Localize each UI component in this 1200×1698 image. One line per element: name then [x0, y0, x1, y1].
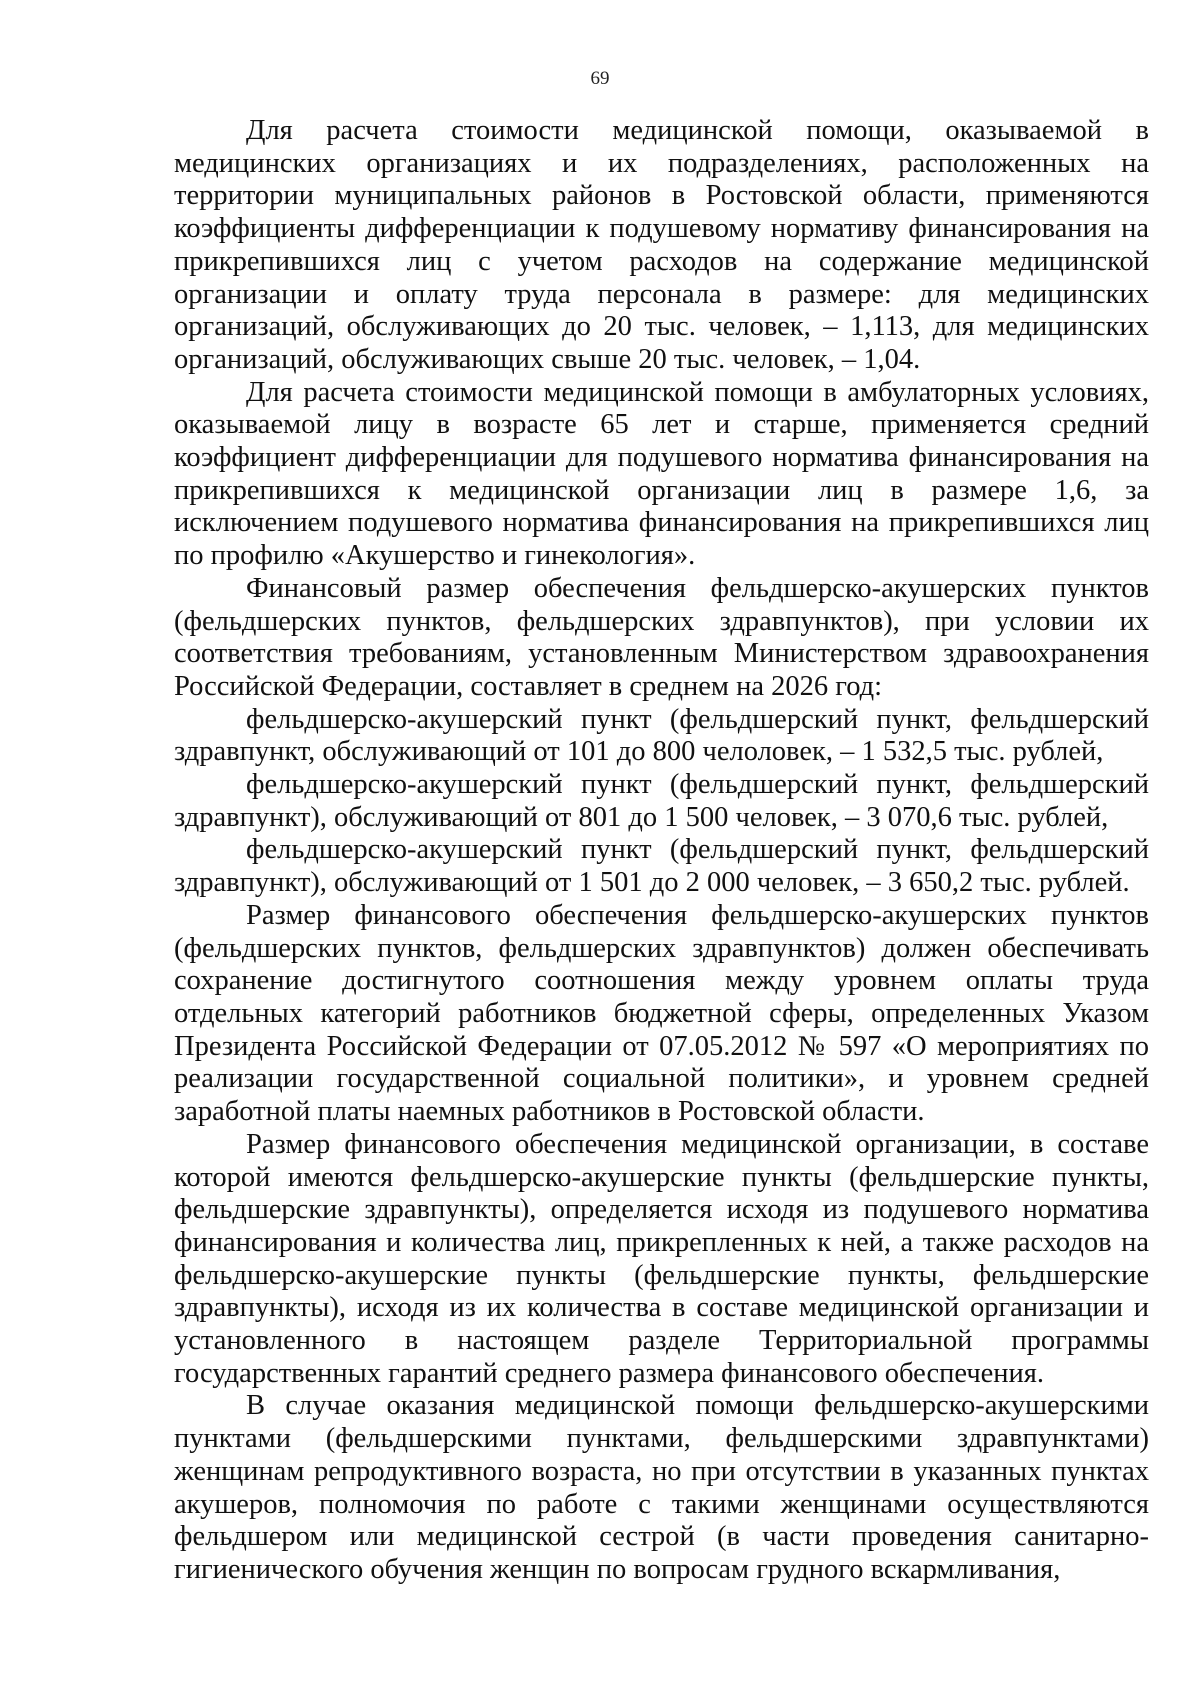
list-item-fap-1501-2000: фельдшерско-акушерский пункт (фельдшерский пункт, фельдшерский здравпункт), обслуживающий от 1 501 до 2 000 человек, – 3 650,2 тыс. рублей. — [174, 834, 1149, 899]
paragraph-fap-financing-intro: Финансовый размер обеспечения фельдшерско-акушерских пунктов (фельдшерских пунктов, фельдшерских здравпунктов), при условии их соответствия требованиям, установленным Министерством здравоохранения Российской Федерации, составляет в среднем на 2026 год: — [174, 572, 1149, 702]
document-body — [174, 115, 1149, 1587]
paragraph-fap-salary-ratio: Размер финансового обеспечения фельдшерско-акушерских пунктов (фельдшерских пунктов, фельдшерских здравпунктов) должен обеспечивать сохранение достигнутого соотношения между уровнем оплаты труда отдельных категорий работников бюджетной сферы, определенных Указом Президента Российской Федерации от 07.05.2012 № 597 «О мероприятиях по реализации государственной социальной политики», и уровнем средней заработной платы наемных работников в Ростовской области. — [174, 899, 1149, 1128]
paragraph-coefficients-municipal: Для расчета стоимости медицинской помощи, оказываемой в медицинских организациях и их подразделениях, расположенных на территории муниципальных районов в Ростовской области, применяются коэффициенты дифференциации к подушевому нормативу финансирования на прикрепившихся лиц с учетом расходов на содержание медицинской организации и оплату труда персонала в размере: для медицинских организаций, обслуживающих до 20 тыс. человек, – 1,113, для медицинских организаций, обслуживающих свыше 20 тыс. человек, – 1,04. — [174, 115, 1149, 375]
page-number: 69 — [590, 68, 610, 89]
paragraph-medical-org-financing: Размер финансового обеспечения медицинской организации, в составе которой имеются фельдшерско-акушерские пункты (фельдшерские пункты, фельдшерские здравпункты), определяется исходя из подушевого норматива финансирования и количества лиц, прикрепленных к ней, а также расходов на фельдшерско-акушерские пункты (фельдшерские пункты, фельдшерские здравпункты), исходя из их количества в составе медицинской организации и установленного в настоящем разделе Территориальной программы государственных гарантий среднего размера финансового обеспечения. — [174, 1128, 1149, 1389]
list-item-fap-101-800: фельдшерско-акушерский пункт (фельдшерский пункт, фельдшерский здравпункт, обслуживающий от 101 до 800 челоловек, – 1 532,5 тыс. рублей, — [174, 703, 1149, 768]
list-item-fap-801-1500: фельдшерско-акушерский пункт (фельдшерский пункт, фельдшерский здравпункт), обслуживающий от 801 до 1 500 человек, – 3 070,6 тыс. рублей, — [174, 769, 1149, 833]
paragraph-coefficient-elderly: Для расчета стоимости медицинской помощи в амбулаторных условиях, оказываемой лицу в возрасте 65 лет и старше, применяется средний коэффициент дифференциации для подушевого норматива финансирования на прикрепившихся к медицинской организации лиц в размере 1,6, за исключением подушевого норматива финансирования на прикрепившихся лиц по профилю «Акушерство и гинекология». — [174, 376, 1149, 572]
paragraph-reproductive-age-care: В случае оказания медицинской помощи фельдшерско-акушерскими пунктами (фельдшерскими пунктами, фельдшерскими здравпунктами) женщинам репродуктивного возраста, но при отсутствии в указанных пунктах акушеров, полномочия по работе с такими женщинами осуществляются фельдшером или медицинской сестрой (в части проведения санитарно-гигиенического обучения женщин по вопросам грудного вскармливания, — [174, 1390, 1149, 1585]
